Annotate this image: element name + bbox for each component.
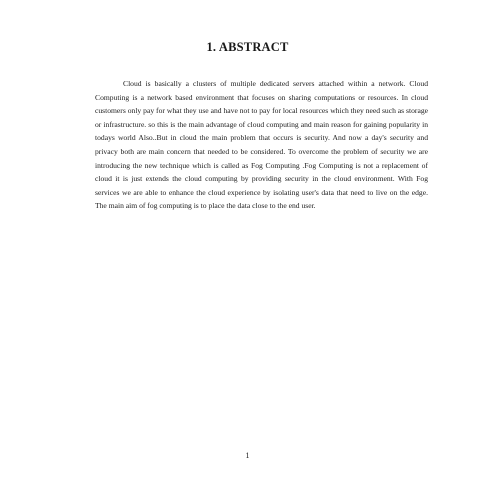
- page-number: 1: [245, 451, 250, 460]
- abstract-paragraph: Cloud is basically a clusters of multiple dedicated servers attached within a network. Cloud Computing is a network based environment that focuses on sharing computations or resources. In cloud customers only pay for what they use and have not to pay for local resources which they need such as storage or infrastructure. so this is the main advantage of cloud computing and main reason for gaining popularity in todays world Also..But in cloud the main problem that occurs is security. And now a day's security and privacy both are main concern that needed to be considered. To overcome the problem of security we are introducing the new technique which is called as Fog Computing .Fog Computing is not a replacement of cloud it is just extends the cloud computing by providing security in the cloud environment. With Fog services we are able to enhance the cloud experience by isolating user's data that need to live on the edge. The main aim of fog computing is to place the data close to the end user.: [95, 79, 428, 211]
- section-heading: 1. ABSTRACT: [206, 40, 289, 54]
